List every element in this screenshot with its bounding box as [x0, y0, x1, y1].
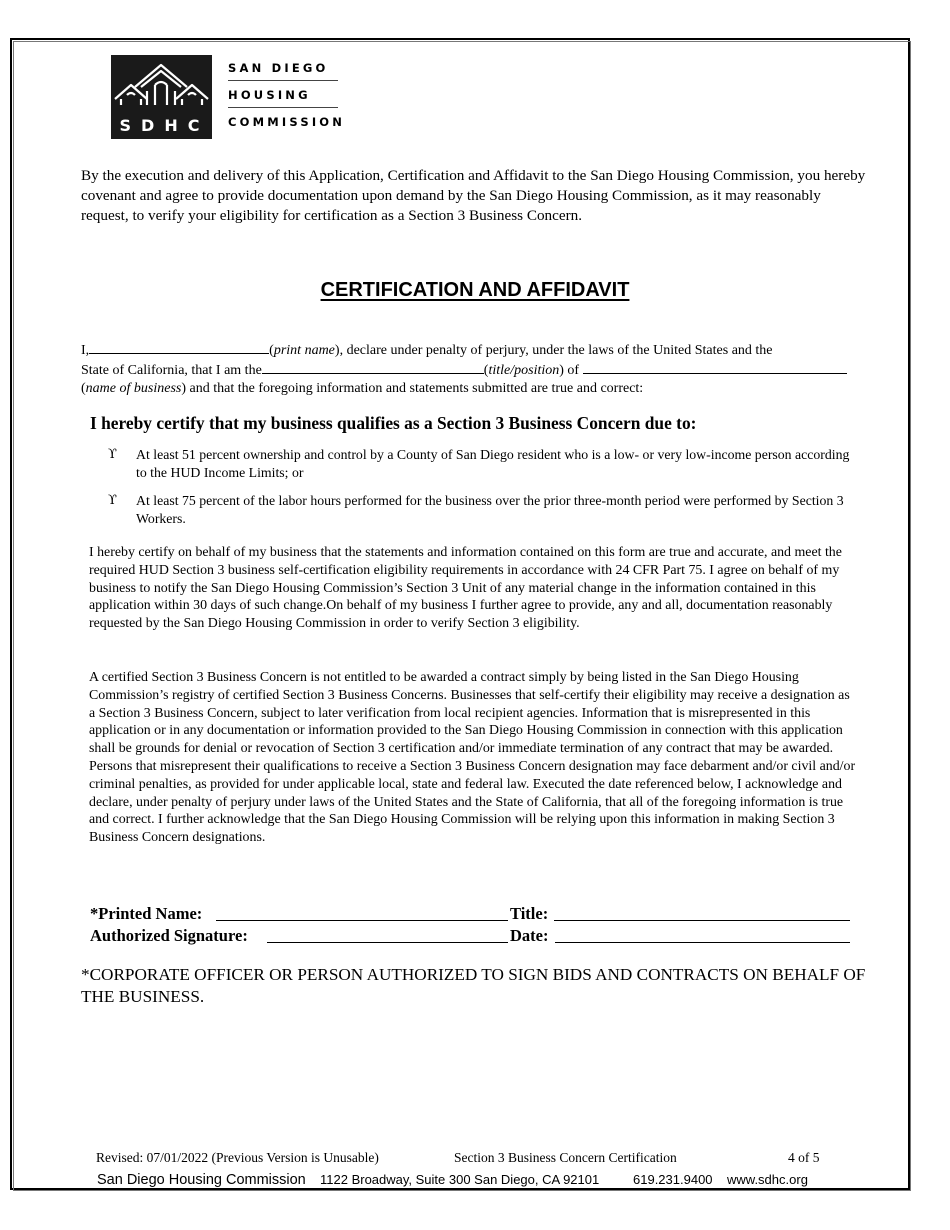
footer-phone: 619.231.9400	[633, 1172, 713, 1187]
logo-wordmark	[228, 58, 346, 138]
footer-page-number: 4 of 5	[788, 1150, 820, 1165]
business-name-field[interactable]	[583, 360, 847, 374]
title-hint: title/position	[488, 363, 560, 378]
print-name-field[interactable]	[89, 340, 269, 354]
decl-text-2: ) of	[559, 363, 580, 378]
declaration-statement: I, (print name), declare under penalty of perjury, under the laws of the United States and the State of California, that I am the (title/position) of (name of business) and that the foregoing information and statements submitted are true and correct:	[81, 340, 881, 398]
page-title: CERTIFICATION AND AFFIDAVIT	[320, 279, 630, 301]
bullet-text: At least 51 percent ownership and control by a County of San Diego resident who is a low- or very low-income person according to the HUD Income Limits; or	[136, 447, 850, 480]
title-label: Title:	[510, 904, 549, 923]
bullet-icon: ϒ	[108, 447, 117, 462]
print-name-hint: print name	[273, 343, 335, 358]
printed-name-field[interactable]	[216, 920, 508, 921]
signature-label: Authorized Signature:	[90, 926, 248, 945]
decl-i: I,	[81, 343, 90, 358]
footer-address: 1122 Broadway, Suite 300 San Diego, CA 92101	[320, 1172, 600, 1187]
date-field[interactable]	[555, 942, 850, 943]
signature-block	[90, 903, 850, 947]
footer-revised: Revised: 07/01/2022 (Previous Version is Unusable)	[96, 1150, 379, 1165]
intro-paragraph: By the execution and delivery of this Application, Certification and Affidavit to the San Diego Housing Commission, you hereby covenant and agree to provide documentation upon demand by the San Diego Housing Commission, as it may reasonably request, to verify your eligibility for certification as a Section 3 Business Concern.	[81, 167, 866, 224]
list-item	[108, 492, 858, 527]
rooftops-icon	[111, 55, 212, 117]
certification-paragraph: I hereby certify on behalf of my business that the statements and information contained on this form are true and accurate, and meet the required HUD Section 3 business self-certification eligibility requirements in accordance with 24 CFR Part 75. I agree on behalf of my business to notify the San Diego Housing Commission’s Section 3 Unit of any material change in the information contained in this application within 30 days of such change.On behalf of my business I further agree to provide, any and all, documentation reasonably requested by the San Diego Housing Commission in order to verify Section 3 eligibility.	[89, 545, 842, 632]
title-field[interactable]	[554, 920, 850, 921]
qualification-list	[108, 446, 858, 538]
footer-doc-title: Section 3 Business Concern Certification	[454, 1150, 677, 1165]
logo-emblem	[111, 55, 212, 139]
decl-text-3: ) and that the foregoing information and statements submitted are true and correct:	[181, 381, 644, 396]
decl-text-1: ), declare under penalty of perjury, under the laws of the United States and the	[334, 343, 773, 358]
signature-field[interactable]	[267, 942, 508, 943]
title-position-field[interactable]	[262, 360, 484, 374]
certify-heading: I hereby certify that my business qualifies as a Section 3 Business Concern due to:	[90, 413, 697, 433]
footer-org-name: San Diego Housing Commission	[97, 1172, 306, 1188]
date-label: Date:	[510, 926, 549, 945]
business-hint: name of business	[85, 381, 182, 396]
list-item	[108, 446, 858, 481]
decl-state: State of California, that I am the	[81, 363, 262, 378]
bullet-text: At least 75 percent of the labor hours performed for the business over the prior three-month period were performed by Section 3 Workers.	[136, 493, 844, 526]
logo-acronym: SDHC	[119, 116, 210, 135]
printed-name-label: *Printed Name:	[90, 904, 203, 923]
disclaimer-paragraph: A certified Section 3 Business Concern is not entitled to be awarded a contract simply by being listed in the San Diego Housing Commission’s registry of certified Section 3 Business Concerns. Businesses that self-certify their eligibility may receive a designation as a Section 3 Business Concern, subject to later verification from local recipient agencies. Information that is misrepresented in this application or in any documentation or information provided to the San Diego Housing Commission in connection with this application shall be grounds for denial or revocation of Section 3 certification and/or immediate termination of any contract that may be awarded. Persons that misrepresent their qualifications to receive a Section 3 Business Concern designation may face debarment and/or civil and/or criminal penalties, as provided for under applicable local, state and federal law. Executed the date referenced below, I acknowledge and declare, under penalty of perjury under laws of the United States and the State of California, that all of the foregoing information is true and correct. I further acknowledge that the San Diego Housing Commission will be relying upon this information in making Section 3 Business Concern designations.	[89, 670, 856, 846]
bullet-icon: ϒ	[108, 493, 117, 508]
logo-line-2: HOUSING	[228, 85, 338, 108]
logo-line-1: SAN DIEGO	[228, 58, 338, 81]
footer-website[interactable]: www.sdhc.org	[727, 1172, 808, 1187]
logo-line-3: COMMISSION	[228, 115, 346, 129]
corporate-officer-note: *CORPORATE OFFICER OR PERSON AUTHORIZED TO SIGN BIDS AND CONTRACTS ON BEHALF OF THE BUSINESS.	[81, 965, 866, 1006]
